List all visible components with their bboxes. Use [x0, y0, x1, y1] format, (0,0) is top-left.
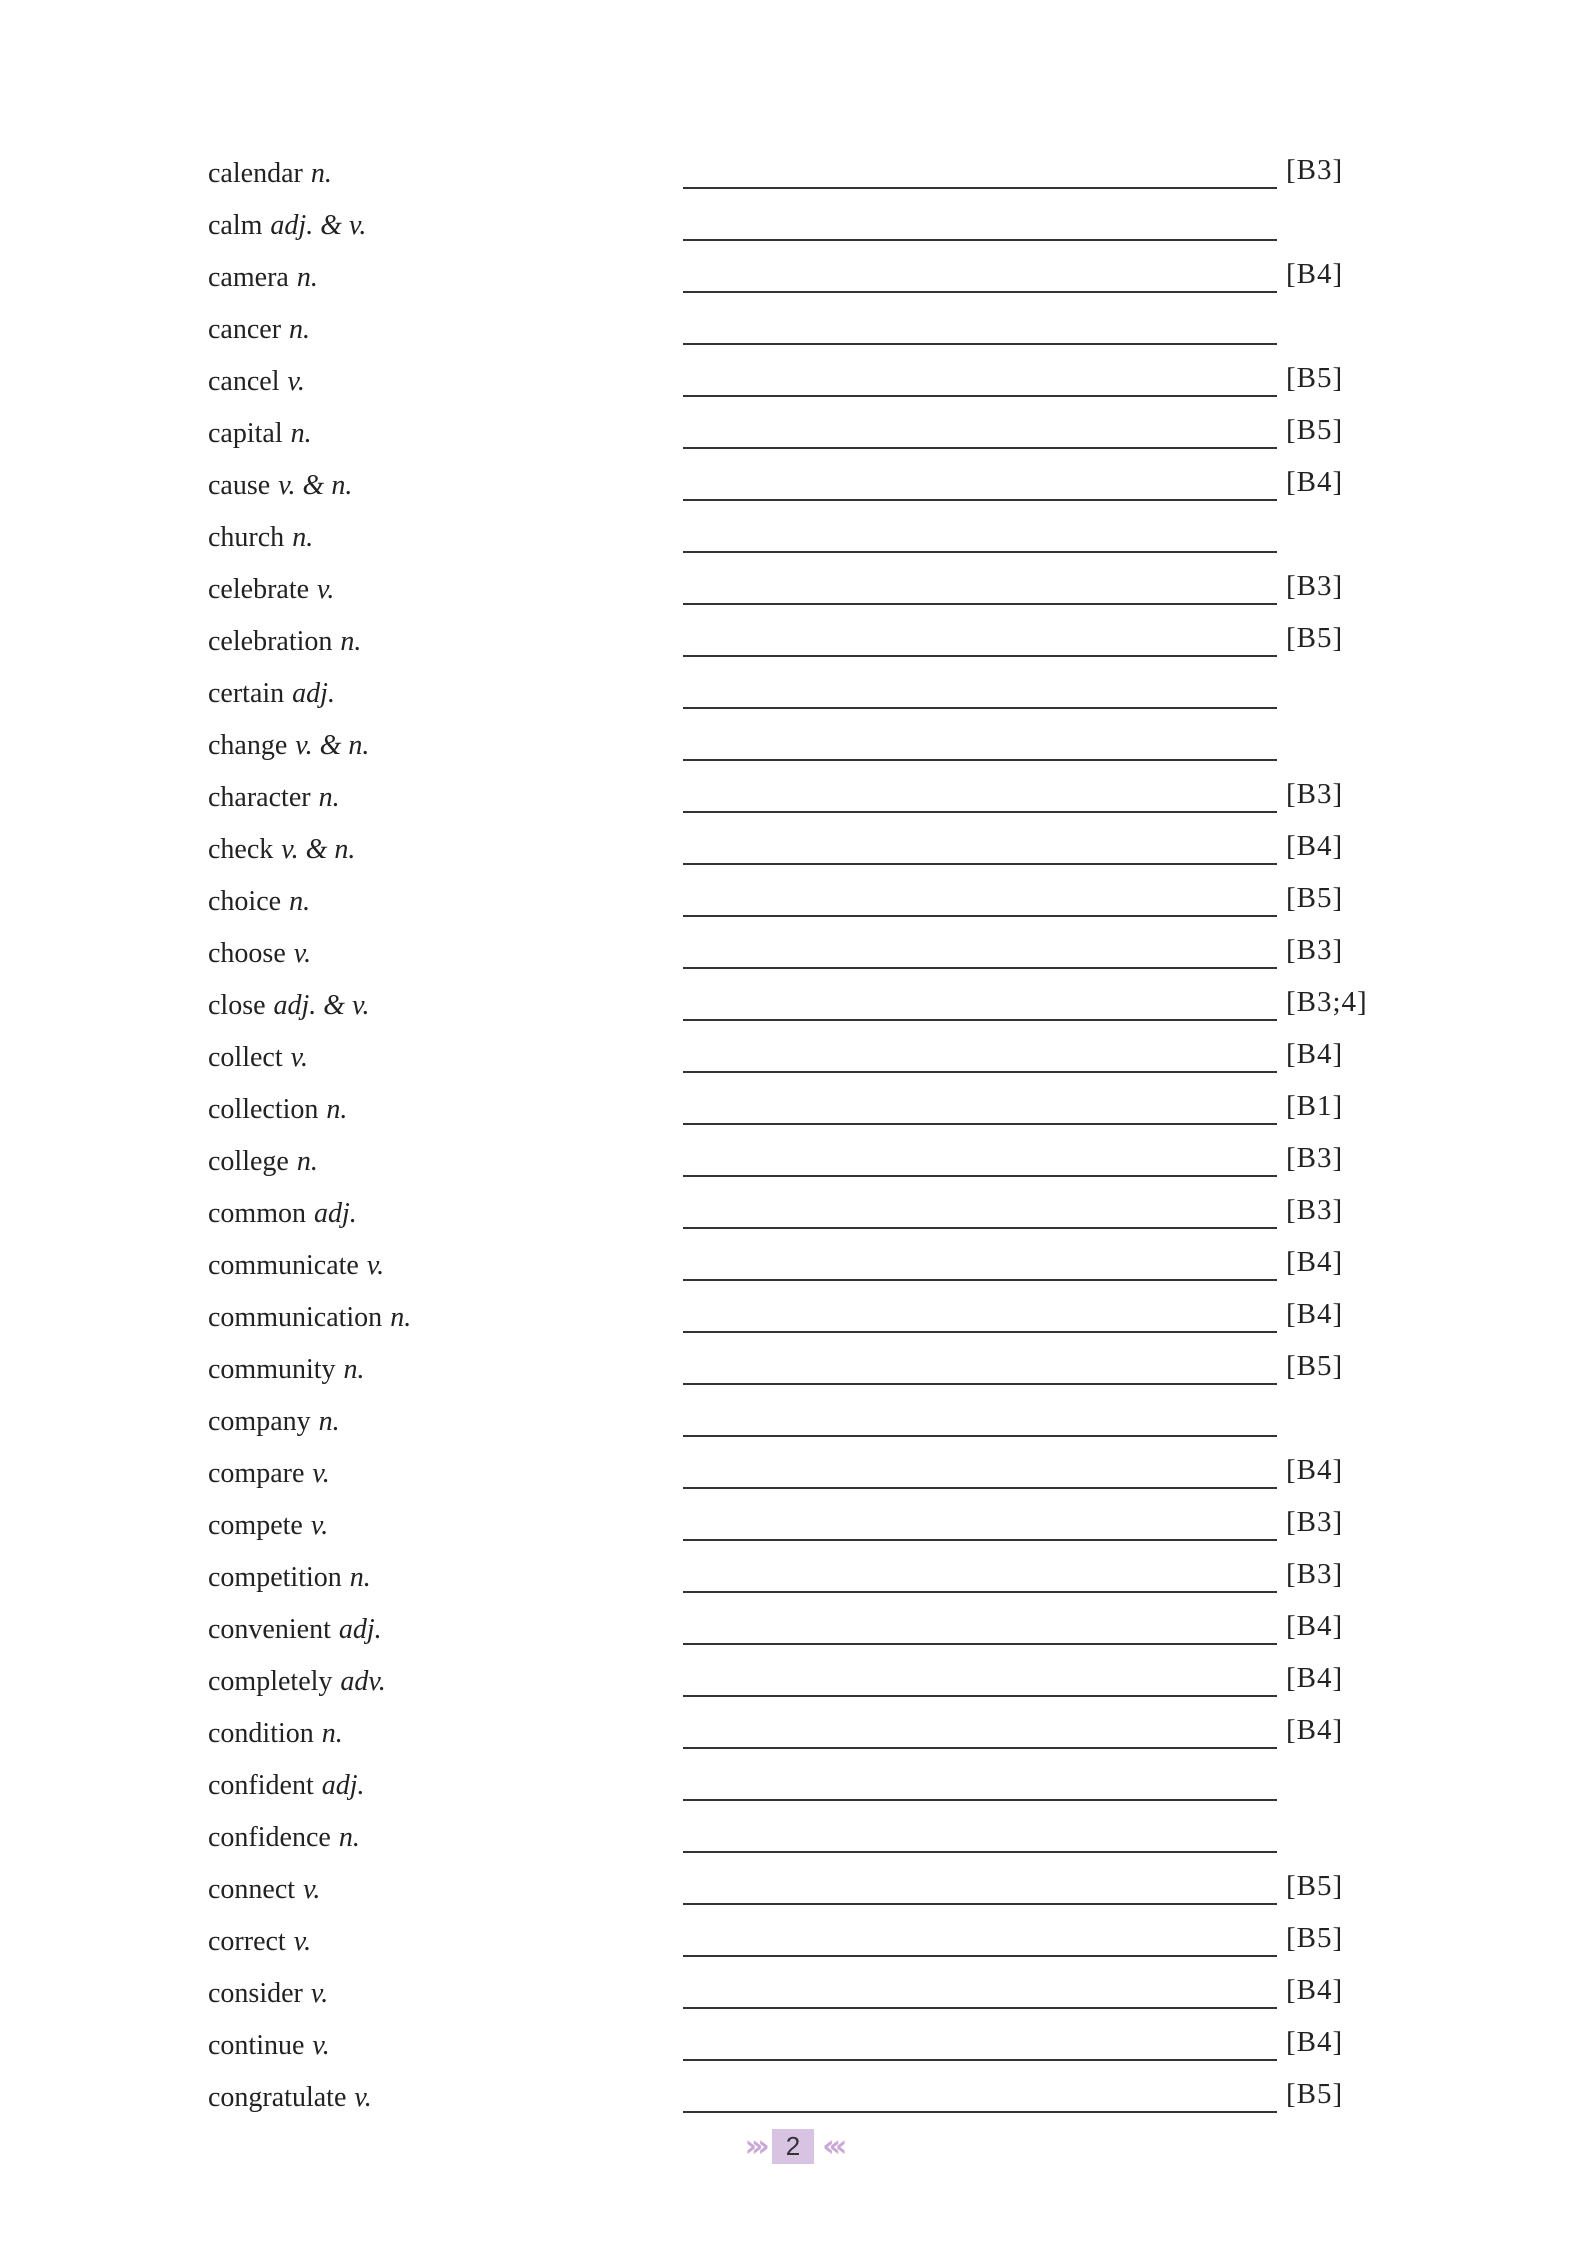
- answer-blank-line[interactable]: [683, 395, 1277, 397]
- vocab-term: [208, 886, 310, 918]
- vocab-row: [208, 1918, 1408, 1970]
- vocab-term: [208, 2030, 330, 2062]
- vocab-word: consider: [208, 1978, 303, 2009]
- part-of-speech: n.: [321, 1718, 343, 1749]
- vocab-term: [208, 1926, 311, 1958]
- vocab-term: [208, 1718, 343, 1750]
- vocab-row: [208, 722, 1408, 774]
- answer-blank-line[interactable]: [683, 1591, 1277, 1593]
- vocab-row: [208, 2022, 1408, 2074]
- vocab-term: [208, 418, 312, 450]
- vocab-row: [208, 1294, 1408, 1346]
- vocab-term: [208, 1198, 357, 1230]
- part-of-speech: n.: [290, 418, 312, 449]
- vocab-word: cancel: [208, 366, 280, 397]
- level-tag: [B4]: [1286, 1454, 1344, 1486]
- vocab-word: close: [208, 990, 266, 1021]
- answer-blank-line[interactable]: [683, 1851, 1277, 1853]
- vocab-term: [208, 834, 355, 866]
- chevron-left-icon: ‹‹‹: [822, 2128, 842, 2164]
- answer-blank-line[interactable]: [683, 1279, 1277, 1281]
- vocab-word: celebration: [208, 626, 333, 657]
- vocab-row: [208, 930, 1408, 982]
- level-tag: [B4]: [1286, 2026, 1344, 2058]
- page-number: 2: [772, 2129, 814, 2164]
- vocab-word: certain: [208, 678, 285, 709]
- vocab-term: [208, 678, 335, 710]
- vocab-row: [208, 150, 1408, 202]
- vocab-row: [208, 1658, 1408, 1710]
- vocab-row: [208, 1190, 1408, 1242]
- vocab-word: connect: [208, 1874, 296, 1905]
- vocab-term: [208, 470, 352, 502]
- level-tag: [B3]: [1286, 778, 1344, 810]
- level-tag: [B5]: [1286, 1870, 1344, 1902]
- vocab-word: compete: [208, 1510, 303, 1541]
- part-of-speech: v.: [290, 1042, 308, 1073]
- vocab-word: communication: [208, 1302, 383, 1333]
- vocab-word: common: [208, 1198, 306, 1229]
- vocab-term: [208, 1510, 328, 1542]
- vocab-word: communicate: [208, 1250, 359, 1281]
- part-of-speech: v.: [312, 2030, 330, 2061]
- part-of-speech: v. & n.: [295, 730, 370, 761]
- vocab-term: [208, 1250, 384, 1282]
- vocab-row: [208, 462, 1408, 514]
- answer-blank-line[interactable]: [683, 1175, 1277, 1177]
- vocab-word: correct: [208, 1926, 286, 1957]
- vocab-row: [208, 1866, 1408, 1918]
- vocab-word: condition: [208, 1718, 314, 1749]
- answer-blank-line[interactable]: [683, 863, 1277, 865]
- answer-blank-line[interactable]: [683, 967, 1277, 969]
- vocab-word: college: [208, 1146, 289, 1177]
- vocab-term: [208, 1822, 360, 1854]
- vocab-word: competition: [208, 1562, 342, 1593]
- answer-blank-line[interactable]: [683, 1539, 1277, 1541]
- vocab-word: collect: [208, 1042, 283, 1073]
- answer-blank-line[interactable]: [683, 811, 1277, 813]
- vocab-row: [208, 202, 1408, 254]
- part-of-speech: v.: [293, 938, 312, 969]
- part-of-speech: n.: [292, 522, 314, 553]
- vocab-word: cause: [208, 470, 271, 501]
- part-of-speech: n.: [318, 1406, 340, 1437]
- vocab-term: [208, 522, 313, 554]
- answer-blank-line[interactable]: [683, 1747, 1277, 1749]
- answer-blank-line[interactable]: [683, 1123, 1277, 1125]
- answer-blank-line[interactable]: [683, 915, 1277, 917]
- vocab-row: [208, 774, 1408, 826]
- part-of-speech: v.: [310, 1510, 329, 1541]
- level-tag: [B4]: [1286, 830, 1344, 862]
- level-tag: [B3]: [1286, 154, 1344, 186]
- vocab-row: [208, 670, 1408, 722]
- part-of-speech: v.: [293, 1926, 312, 1957]
- level-tag: [B3]: [1286, 1194, 1344, 1226]
- level-tag: [B3]: [1286, 1506, 1344, 1538]
- part-of-speech: v. & n.: [281, 834, 356, 865]
- vocab-row: [208, 1762, 1408, 1814]
- vocab-word: completely: [208, 1666, 333, 1697]
- level-tag: [B4]: [1286, 1974, 1344, 2006]
- vocab-row: [208, 826, 1408, 878]
- vocab-term: [208, 1146, 318, 1178]
- answer-blank-line[interactable]: [683, 1487, 1277, 1489]
- vocab-term: [208, 1042, 308, 1074]
- vocab-row: [208, 1710, 1408, 1762]
- part-of-speech: v.: [303, 1874, 321, 1905]
- vocab-term: [208, 626, 361, 658]
- answer-blank-line[interactable]: [683, 1331, 1277, 1333]
- page-footer: [0, 2126, 1586, 2166]
- answer-blank-line[interactable]: [683, 343, 1277, 345]
- answer-blank-line[interactable]: [683, 603, 1277, 605]
- vocab-term: [208, 262, 318, 294]
- level-tag: [B4]: [1286, 1610, 1344, 1642]
- answer-blank-line[interactable]: [683, 447, 1277, 449]
- vocab-word: church: [208, 522, 285, 553]
- vocab-term: [208, 1874, 320, 1906]
- vocab-row: [208, 1554, 1408, 1606]
- part-of-speech: n.: [349, 1562, 371, 1593]
- answer-blank-line[interactable]: [683, 551, 1277, 553]
- part-of-speech: adj.: [321, 1770, 365, 1801]
- vocab-term: [208, 1406, 340, 1438]
- level-tag: [B3;4]: [1286, 986, 1368, 1018]
- vocab-term: [208, 574, 334, 606]
- part-of-speech: n.: [318, 782, 340, 813]
- vocab-row: [208, 1086, 1408, 1138]
- vocab-word: calendar: [208, 158, 303, 189]
- vocab-row: [208, 1970, 1408, 2022]
- vocab-term: [208, 1666, 386, 1698]
- level-tag: [B5]: [1286, 1922, 1344, 1954]
- answer-blank-line[interactable]: [683, 1799, 1277, 1801]
- answer-blank-line[interactable]: [683, 1435, 1277, 1437]
- part-of-speech: adv.: [340, 1666, 386, 1697]
- vocab-word: capital: [208, 418, 283, 449]
- vocab-row: [208, 982, 1408, 1034]
- level-tag: [B4]: [1286, 466, 1344, 498]
- level-tag: [B1]: [1286, 1090, 1344, 1122]
- part-of-speech: v. & n.: [278, 470, 353, 501]
- part-of-speech: n.: [296, 1146, 318, 1177]
- vocab-row: [208, 1346, 1408, 1398]
- part-of-speech: n.: [390, 1302, 412, 1333]
- part-of-speech: adj.: [338, 1614, 382, 1645]
- answer-blank-line[interactable]: [683, 759, 1277, 761]
- vocab-term: [208, 1614, 382, 1646]
- vocab-term: [208, 1562, 371, 1594]
- vocab-word: camera: [208, 262, 289, 293]
- part-of-speech: v.: [312, 1458, 330, 1489]
- answer-blank-line[interactable]: [683, 1955, 1277, 1957]
- vocab-word: compare: [208, 1458, 305, 1489]
- level-tag: [B4]: [1286, 1298, 1344, 1330]
- vocab-row: [208, 358, 1408, 410]
- vocab-word: change: [208, 730, 288, 761]
- answer-blank-line[interactable]: [683, 1071, 1277, 1073]
- vocab-word: choose: [208, 938, 286, 969]
- level-tag: [B4]: [1286, 1714, 1344, 1746]
- part-of-speech: n.: [343, 1354, 365, 1385]
- vocab-row: [208, 1034, 1408, 1086]
- part-of-speech: adj. & v.: [270, 210, 367, 241]
- vocab-word: confidence: [208, 1822, 331, 1853]
- vocab-word: choice: [208, 886, 282, 917]
- level-tag: [B3]: [1286, 570, 1344, 602]
- part-of-speech: n.: [289, 886, 311, 917]
- vocab-row: [208, 410, 1408, 462]
- answer-blank-line[interactable]: [683, 1383, 1277, 1385]
- answer-blank-line[interactable]: [683, 239, 1277, 241]
- part-of-speech: adj. & v.: [273, 990, 370, 1021]
- vocab-word: community: [208, 1354, 336, 1385]
- vocab-term: [208, 210, 366, 242]
- part-of-speech: v.: [366, 1250, 385, 1281]
- answer-blank-line[interactable]: [683, 1695, 1277, 1697]
- vocab-word: continue: [208, 2030, 305, 2061]
- vocab-word: cancer: [208, 314, 282, 345]
- vocab-term: [208, 1354, 365, 1386]
- vocab-term: [208, 730, 369, 762]
- part-of-speech: n.: [326, 1094, 348, 1125]
- level-tag: [B4]: [1286, 1246, 1344, 1278]
- vocab-word: calm: [208, 210, 263, 241]
- vocab-term: [208, 1094, 347, 1126]
- vocab-row: [208, 514, 1408, 566]
- part-of-speech: v.: [354, 2082, 372, 2113]
- answer-blank-line[interactable]: [683, 707, 1277, 709]
- vocab-row: [208, 254, 1408, 306]
- part-of-speech: n.: [296, 262, 318, 293]
- vocab-term: [208, 1770, 365, 1802]
- answer-blank-line[interactable]: [683, 655, 1277, 657]
- vocab-word: character: [208, 782, 311, 813]
- vocab-term: [208, 314, 310, 346]
- level-tag: [B5]: [1286, 414, 1344, 446]
- part-of-speech: n.: [310, 158, 332, 189]
- vocabulary-list: [208, 150, 1408, 2126]
- vocab-term: [208, 990, 369, 1022]
- vocab-row: [208, 566, 1408, 618]
- level-tag: [B4]: [1286, 1038, 1344, 1070]
- vocab-term: [208, 366, 305, 398]
- level-tag: [B5]: [1286, 1350, 1344, 1382]
- vocab-row: [208, 878, 1408, 930]
- vocab-word: convenient: [208, 1614, 331, 1645]
- vocab-row: [208, 618, 1408, 670]
- level-tag: [B4]: [1286, 1662, 1344, 1694]
- part-of-speech: n.: [338, 1822, 360, 1853]
- vocab-word: check: [208, 834, 274, 865]
- part-of-speech: n.: [340, 626, 362, 657]
- level-tag: [B5]: [1286, 2078, 1344, 2110]
- part-of-speech: v.: [317, 574, 335, 605]
- vocab-term: [208, 2082, 372, 2114]
- vocab-word: confident: [208, 1770, 314, 1801]
- vocab-word: congratulate: [208, 2082, 347, 2113]
- vocab-term: [208, 1978, 328, 2010]
- vocab-row: [208, 1814, 1408, 1866]
- vocab-row: [208, 1398, 1408, 1450]
- answer-blank-line[interactable]: [683, 1227, 1277, 1229]
- vocab-row: [208, 306, 1408, 358]
- vocab-row: [208, 1138, 1408, 1190]
- level-tag: [B3]: [1286, 1142, 1344, 1174]
- vocab-word: celebrate: [208, 574, 310, 605]
- part-of-speech: v.: [287, 366, 305, 397]
- answer-blank-line[interactable]: [683, 2111, 1277, 2113]
- level-tag: [B3]: [1286, 934, 1344, 966]
- vocab-term: [208, 158, 332, 190]
- answer-blank-line[interactable]: [683, 1903, 1277, 1905]
- answer-blank-line[interactable]: [683, 1643, 1277, 1645]
- part-of-speech: v.: [310, 1978, 329, 2009]
- level-tag: [B5]: [1286, 362, 1344, 394]
- vocab-row: [208, 1502, 1408, 1554]
- vocab-word: collection: [208, 1094, 319, 1125]
- answer-blank-line[interactable]: [683, 2059, 1277, 2061]
- answer-blank-line[interactable]: [683, 499, 1277, 501]
- vocab-term: [208, 782, 340, 814]
- answer-blank-line[interactable]: [683, 1019, 1277, 1021]
- level-tag: [B5]: [1286, 882, 1344, 914]
- answer-blank-line[interactable]: [683, 291, 1277, 293]
- answer-blank-line[interactable]: [683, 2007, 1277, 2009]
- vocab-row: [208, 1450, 1408, 1502]
- part-of-speech: adj.: [292, 678, 335, 709]
- vocab-row: [208, 1242, 1408, 1294]
- chevron-right-icon: ›››: [744, 2128, 764, 2164]
- part-of-speech: adj.: [314, 1198, 357, 1229]
- vocab-word: company: [208, 1406, 311, 1437]
- level-tag: [B5]: [1286, 622, 1344, 654]
- level-tag: [B4]: [1286, 258, 1344, 290]
- vocab-term: [208, 938, 311, 970]
- answer-blank-line[interactable]: [683, 187, 1277, 189]
- vocab-row: [208, 2074, 1408, 2126]
- vocab-term: [208, 1458, 330, 1490]
- level-tag: [B3]: [1286, 1558, 1344, 1590]
- part-of-speech: n.: [289, 314, 311, 345]
- vocab-term: [208, 1302, 411, 1334]
- vocab-row: [208, 1606, 1408, 1658]
